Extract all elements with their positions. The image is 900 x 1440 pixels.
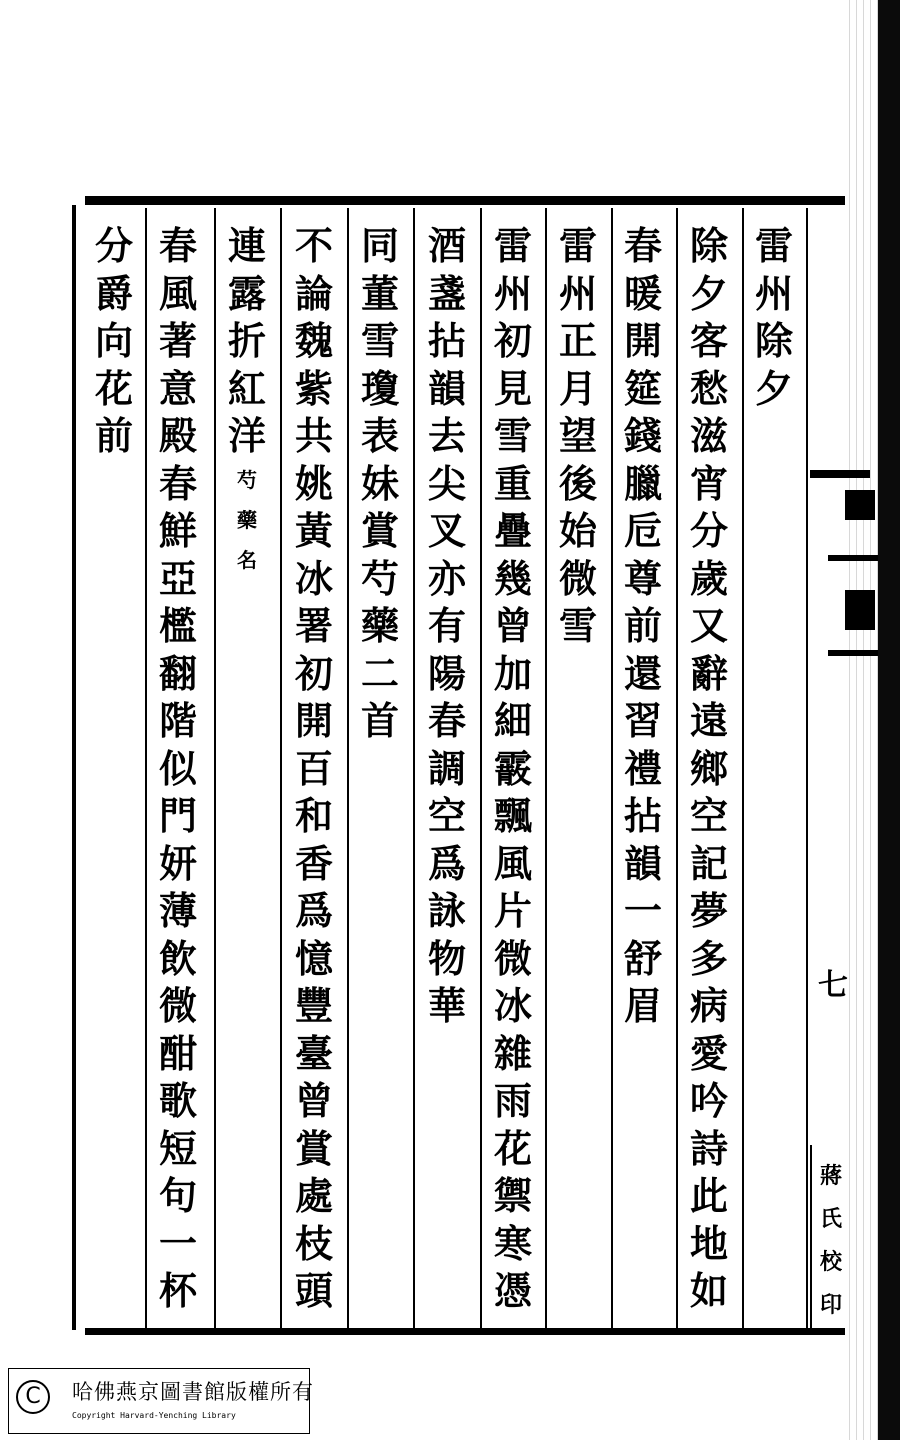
text-column <box>286 222 342 1315</box>
text-column-title <box>352 222 408 745</box>
text-column <box>485 222 541 1315</box>
column-text: 除夕客愁滋宵分歲又辭遠鄉空記夢多病愛吟詩此地如 <box>690 223 729 1313</box>
text-column <box>681 222 737 1315</box>
text-column-title-leizhou-chuxi <box>746 222 802 412</box>
text-column <box>150 222 206 1315</box>
text-column <box>86 222 142 460</box>
column-text: 雷州正月望後始微雪 <box>559 223 598 648</box>
column-text: 酒盞拈韻去尖叉亦有陽春調空爲詠物華 <box>428 223 467 1028</box>
fold-mark <box>828 555 878 561</box>
column-rule <box>413 208 415 1330</box>
inline-note: 芍藥名 <box>237 467 257 572</box>
fold-mark <box>845 590 875 630</box>
column-rule <box>806 208 808 1330</box>
text-column <box>219 222 275 580</box>
frame-top-border <box>85 196 845 205</box>
copyright-chinese: 哈佛燕京圖書館版權所有 <box>72 1380 314 1404</box>
column-text: 春暖開筵錢臘卮尊前還習禮拈韻一舒眉 <box>624 223 663 1028</box>
column-rule <box>545 208 547 1330</box>
column-rule <box>280 208 282 1330</box>
leaf-number: 七 <box>818 968 848 1003</box>
column-text: 雷州初見雪重疊幾曾加細霰飄風片微冰雜雨花禦寒憑 <box>494 223 533 1313</box>
copyright-icon: C <box>16 1380 50 1414</box>
column-rule <box>676 208 678 1330</box>
column-text: 不論魏紫共姚黃冰署初開百和香爲憶豐臺曾賞處枝頭 <box>295 223 334 1313</box>
column-rule <box>145 208 147 1330</box>
frame-bottom-border <box>85 1328 845 1335</box>
fold-mark <box>810 470 870 478</box>
column-text: 連露折紅洋 <box>228 223 267 458</box>
column-rule <box>347 208 349 1330</box>
publisher-label: 蔣氏校印 <box>819 1163 842 1318</box>
copyright-english: Copyright Harvard-Yenching Library <box>72 1411 236 1420</box>
fold-mark <box>845 490 875 520</box>
text-column <box>615 222 671 1030</box>
column-rule <box>480 208 482 1330</box>
column-rule <box>742 208 744 1330</box>
column-text: 同董雪瓊表妹賞芍藥二首 <box>361 223 400 743</box>
text-column-title <box>550 222 606 650</box>
column-rule <box>611 208 613 1330</box>
column-rule <box>214 208 216 1330</box>
column-text: 春風著意殿春鮮亞檻翻階似門妍薄飲微酣歌短句一杯 <box>159 223 198 1313</box>
text-column <box>419 222 475 1030</box>
fold-mark <box>828 650 878 656</box>
frame-left-border <box>72 205 76 1330</box>
binding-spine <box>878 0 900 1440</box>
column-text: 雷州除夕 <box>755 223 794 411</box>
column-text: 分爵向花前 <box>95 223 134 458</box>
